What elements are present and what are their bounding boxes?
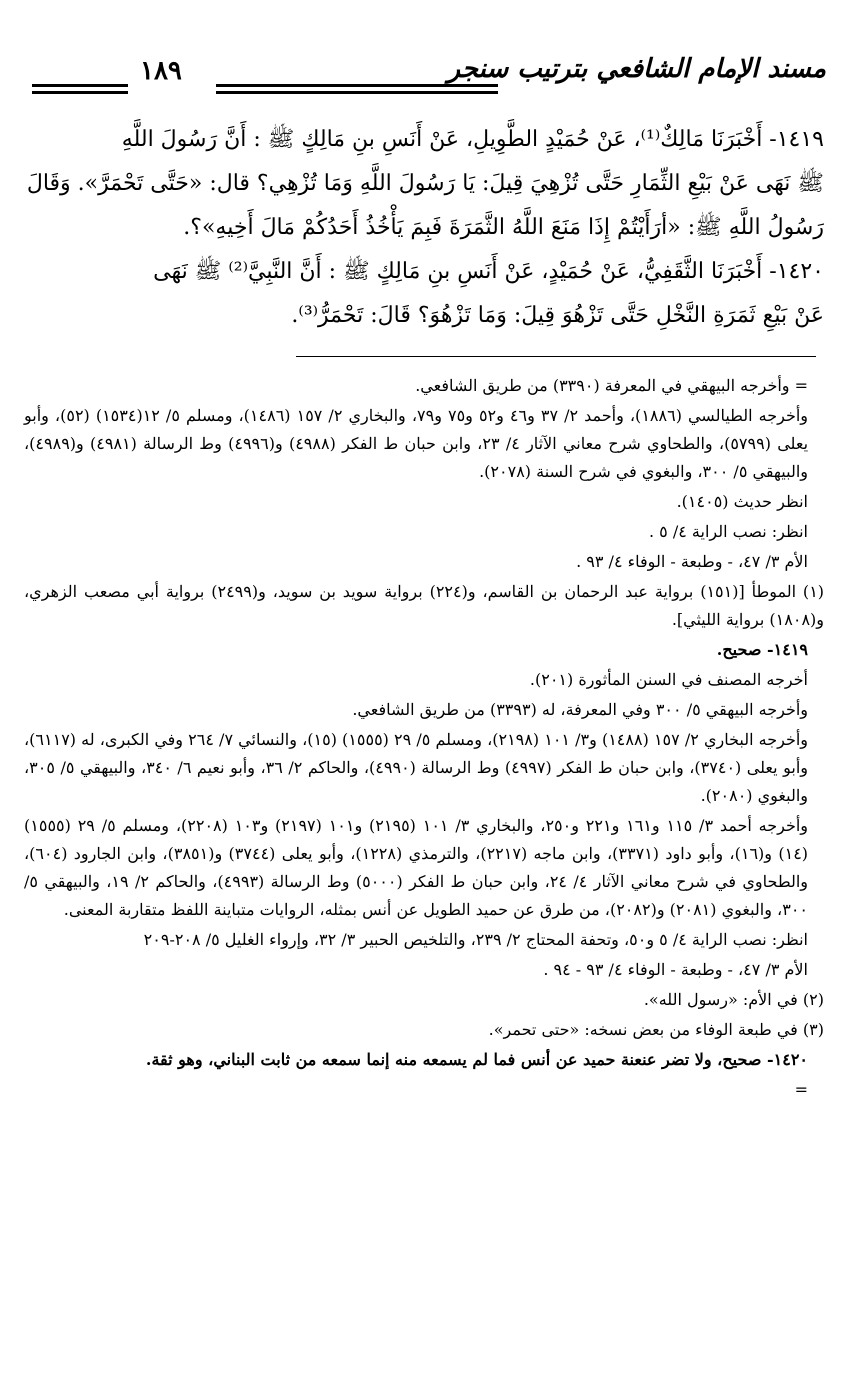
hadith-1419-line-1: ١٤١٩- أَخْبَرَنَا مَالِكٌ⁽¹⁾، عَنْ حُمَيْدٍ الطَّوِيلِ، عَنْ أَنَسِ بنِ مَالِكٍ ﷺ : أَنَّ رَسُولَ اللَّهِ xyxy=(121,127,824,152)
page-number: ١٨٩ xyxy=(140,56,182,86)
hadith-1419-line-2: ﷺ نَهَى عَنْ بَيْعِ الثِّمَارِ حَتَّى تُزْهِيَ قِيلَ: يَا رَسُولَ اللَّهِ وَمَا تُزْهِي؟ قال: «حَتَّى تَحْمَرَّ». وَقَالَ xyxy=(26,171,824,196)
hadith-text xyxy=(24,118,824,338)
footnote-line: = وأخرجه البيهقي في المعرفة (٣٣٩٠) من طريق الشافعي. xyxy=(415,376,808,395)
running-title: مسند الإمام الشافعي بترتيب سنجر xyxy=(447,54,826,84)
footnote-line: ١٤٢٠- صحيح، ولا تضر عنعنة حميد عن أنس فما لم يسمعه منه إنما سمعه من ثابت البناني، وهو ثقة. xyxy=(145,1050,808,1069)
footnote-line: انظر: نصب الراية ٤/ ٥ و٥٠، وتحفة المحتاج ٢/ ٢٣٩، والتلخيص الحبير ٣/ ٣٢، وإرواء الغليل ٥/ ٢٠٨-٢٠٩ xyxy=(143,930,808,949)
footnote-line: (٢) في الأم: «رسول الله». xyxy=(643,990,824,1009)
footnote-line: وأخرجه البيهقي ٥/ ٣٠٠ وفي المعرفة، له (٣٣٩٣) من طريق الشافعي. xyxy=(352,700,808,719)
header-rule-short xyxy=(32,84,128,98)
hadith-1420-line-1: ١٤٢٠- أَخْبَرَنَا الثَّقَفِيُّ، عَنْ حُمَيْدٍ، عَنْ أَنَسِ بنِ مَالِكٍ ﷺ : أَنَّ النَّبِيَّ⁽²⁾ ﷺ نَهَى xyxy=(153,259,824,284)
footnote-line: وأخرجه البخاري ٢/ ١٥٧ (١٤٨٨) و٣/ ١٠١ (٢١٩٨)، ومسلم ٥/ ٢٩ (١٥٥٥) (١٥)، والنسائي ٧/ ٢٦٤ وفي الكبرى، له (٦١١٧)، وأبو يعلى (٣٧٤٠)، وابن حبان ط الفكر (٤٩٩٧) وط الرسالة (٤٩٩٠)، والحاكم ٢/ ٣٦، وأبو نعيم ٦/ ٣٤٠، والبيهقي ٥/ ٣٠٥، والبغوي (٢٠٨٠). xyxy=(24,730,809,805)
footnote-line: الأم ٣/ ٤٧، - وطبعة - الوفاء ٤/ ٩٣ - ٩٤ . xyxy=(543,960,808,979)
footnote-divider xyxy=(296,356,816,357)
footnote-line: = xyxy=(794,1080,808,1099)
hadith-1420-line-2: عَنْ بَيْعِ ثَمَرَةِ النَّخْلِ حَتَّى تَزْهُوَ قِيلَ: وَمَا تَزْهُوَ؟ قَالَ: تَحْمَرُّ⁽³⁾. xyxy=(291,303,824,328)
footnote-line: (٣) في طبعة الوفاء من بعض نسخه: «حتى تحمر». xyxy=(488,1020,824,1039)
footnote-line: الأم ٣/ ٤٧، - وطبعة - الوفاء ٤/ ٩٣ . xyxy=(576,552,808,571)
footnote-line: انظر حديث (١٤٠٥). xyxy=(676,492,808,511)
footnote-line: وأخرجه أحمد ٣/ ١١٥ و١٦١ و٢٢١ و٢٥٠، والبخاري ٣/ ١٠١ (٢١٩٥) و١٠١ (٢١٩٧) و١٠٣ (٢٢٠٨)، ومسلم ٥/ ٢٩ (١٥٥٥) (١٤) و(١٦)، وأبو داود (٣٣٧١)، وابن ماجه (٢٢١٧)، والترمذي (١٢٢٨)، وأبو يعلى (٣٧٤٤) و(٣٨٥١)، وابن الجارود (٦٠٤)، والطحاوي في شرح معاني الآثار ٤/ ٢٤، وابن حبان ط الفكر (٥٠٠٠) وط الرسالة (٤٩٩٣)، والحاكم ٢/ ١٩، والبيهقي ٥/ ٣٠٠، والبغوي (٢٠٨١) و(٢٠٨٢)، من طرق عن حميد الطويل عن أنس بمثله، الروايات متباينة اللفظ متقاربة المعنى. xyxy=(24,816,809,919)
footnote-line: انظر: نصب الراية ٤/ ٥ . xyxy=(648,522,808,541)
hadith-1419-line-3: رَسُولُ اللَّهِ ﷺ: «أرَأَيْتُمْ إِذَا مَنَعَ اللَّهُ الثَّمَرَةَ فَبِمَ يَأْخُذُ أَحَدُكُمْ مَالَ أَخِيهِ»؟. xyxy=(183,215,824,240)
footnote-line: (١) الموطأ [(١٥١) برواية عبد الرحمان بن القاسم، و(٢٢٤) برواية سويد بن سويد، و(٢٤٩٩) برواية أبي مصعب الزهري، و(١٨٠٨) برواية الليثي]. xyxy=(24,582,825,629)
footnotes xyxy=(24,372,824,1106)
footnote-line: أخرجه المصنف في السنن المأثورة (٢٠١). xyxy=(529,670,808,689)
footnote-line: وأخرجه الطيالسي (١٨٨٦)، وأحمد ٢/ ٣٧ و٤٦ و٥٢ و٧٥ و٧٩، والبخاري ٢/ ١٥٧ (١٤٨٦)، ومسلم ٥/ ١٢(١٥٣٤) (٥٢)، وأبو يعلى (٥٧٩٩)، والطحاوي شرح معاني الآثار ٤/ ٢٣، وابن حبان ط الفكر (٤٩٨٨) و(٤٩٩٦) وط الرسالة (٤٩٨١) و(٤٩٨٩)، والبيهقي ٥/ ٣٠٠، والبغوي في شرح السنة (٢٠٧٨). xyxy=(24,406,809,481)
footnote-line: ١٤١٩- صحيح. xyxy=(716,640,808,659)
header-rule-long xyxy=(216,84,498,98)
page-header xyxy=(26,54,826,106)
